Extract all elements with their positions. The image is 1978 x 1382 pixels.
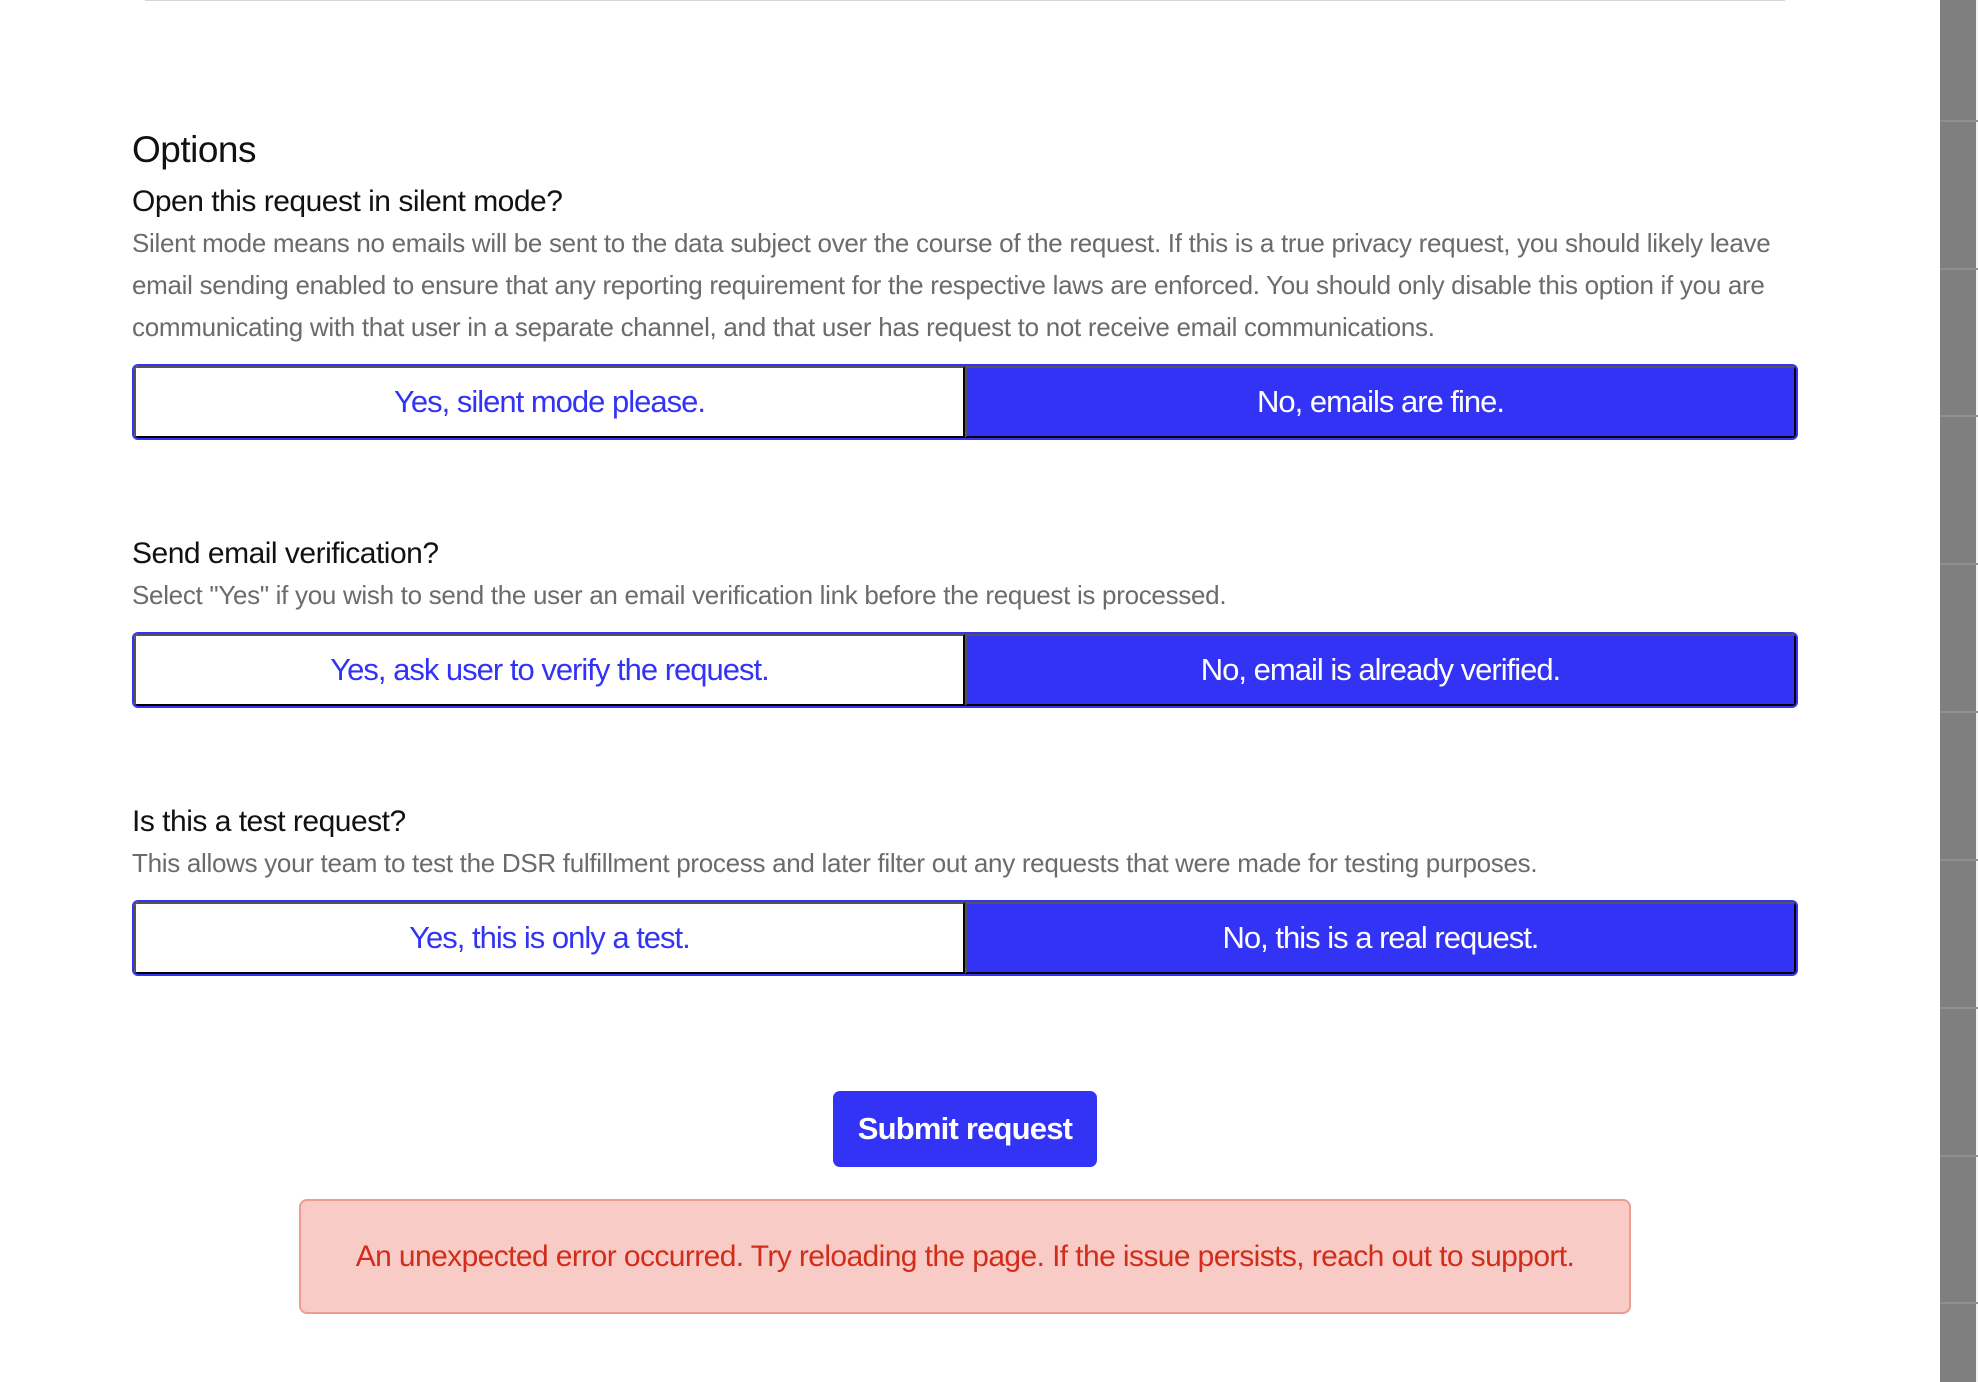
silent-mode-yes-button[interactable]: Yes, silent mode please.: [134, 366, 965, 438]
error-message: An unexpected error occurred. Try reloading the page. If the issue persists, reach out to support.: [355, 1239, 1575, 1273]
scrollbar-tick: [1940, 1155, 1978, 1157]
email-verification-no-button[interactable]: No, email is already verified.: [965, 634, 1796, 706]
top-divider: [145, 0, 1785, 1]
test-request-no-button[interactable]: No, this is a real request.: [965, 902, 1796, 974]
error-alert: [299, 1199, 1631, 1314]
scrollbar-tick: [1940, 1007, 1978, 1009]
scrollbar-tick: [1940, 120, 1978, 122]
options-section: [132, 126, 1798, 976]
scrollbar-tick: [1940, 268, 1978, 270]
test-request-description: This allows your team to test the DSR fulfillment process and later filter out any requests that were made for testing purposes.: [132, 848, 1538, 878]
email-verification-question: Send email verification?: [132, 537, 439, 570]
silent-mode-question: Open this request in silent mode?: [132, 185, 563, 218]
submit-wrapper: [833, 1091, 1097, 1167]
options-heading: Options: [132, 129, 257, 170]
silent-mode-description: Silent mode means no emails will be sent to the data subject over the course of the request. If this is a true privacy request, you should likely leave email sending enabled to ensure that any reporting requirement for the respective laws are enforced. You should only disable this option if you are communicating with that user in a separate channel, and that user has request to not receive email communications.: [132, 228, 1771, 342]
submit-request-button[interactable]: Submit request: [833, 1091, 1097, 1167]
silent-mode-group: [132, 182, 1798, 440]
scrollbar-tick: [1940, 563, 1978, 565]
silent-mode-toggle: [132, 364, 1798, 440]
scrollbar-tick: [1940, 859, 1978, 861]
test-request-toggle: [132, 900, 1798, 976]
email-verification-description: Select "Yes" if you wish to send the user an email verification link before the request is processed.: [132, 580, 1227, 610]
test-request-yes-button[interactable]: Yes, this is only a test.: [134, 902, 965, 974]
test-request-group: [132, 802, 1798, 976]
scrollbar-tick: [1940, 1302, 1978, 1304]
email-verification-yes-button[interactable]: Yes, ask user to verify the request.: [134, 634, 965, 706]
silent-mode-no-button[interactable]: No, emails are fine.: [965, 366, 1796, 438]
email-verification-group: [132, 534, 1798, 708]
scrollbar-tick: [1940, 415, 1978, 417]
email-verification-toggle: [132, 632, 1798, 708]
scrollbar-thumb[interactable]: [1940, 0, 1976, 1382]
scrollbar-tick: [1940, 711, 1978, 713]
test-request-question: Is this a test request?: [132, 805, 406, 838]
